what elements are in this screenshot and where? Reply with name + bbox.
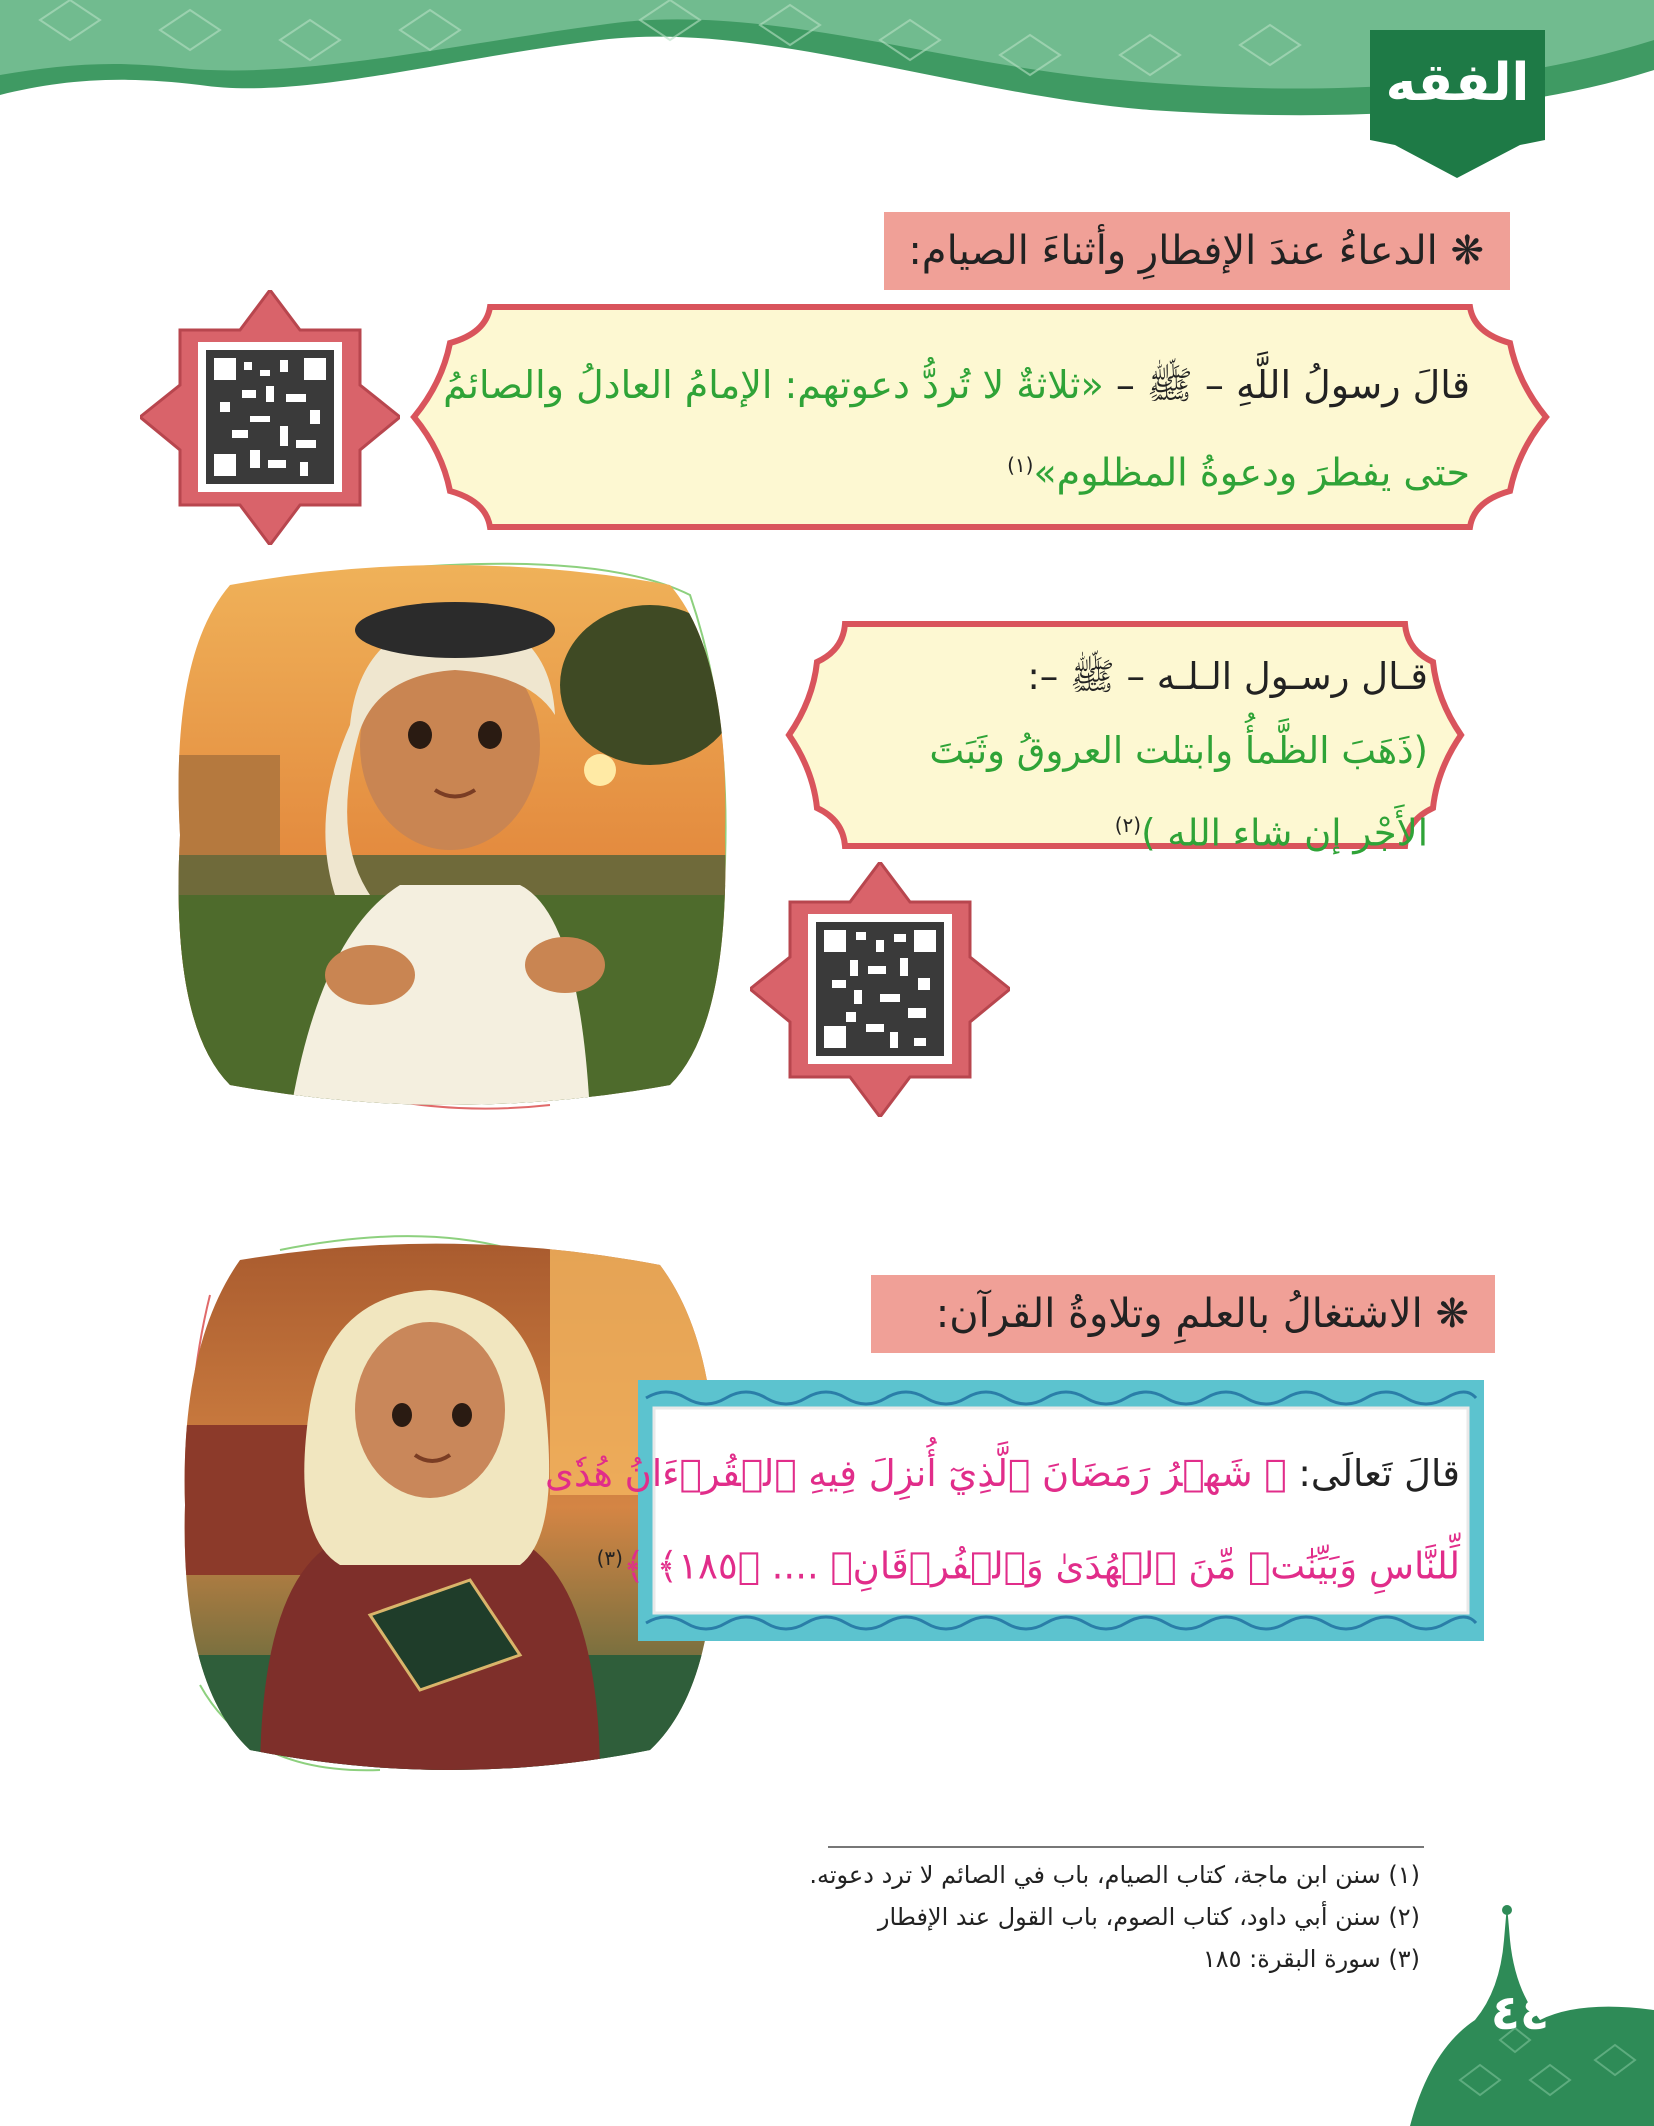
hadith-2-text <box>808 640 1428 870</box>
quran-line-2: لِّلنَّاسِ وَبَيِّنَٰتٖ مِّنَ ٱلۡهُدَىٰ وَٱلۡفُرۡقَانِۚ .... ﴿١٨٥﴾ ﴾ <box>622 1544 1460 1588</box>
quran-line-1: ﴿ شَهۡرُ رَمَضَانَ ٱلَّذِيٓ أُنزِلَ فِيهِ ٱلۡقُرۡءَانُ هُدٗى <box>545 1452 1287 1495</box>
hadith-2-line-2: الأَجْر إن شاء الله ) <box>1141 811 1428 855</box>
footnote-2: (٢) سنن أبي داود، كتاب الصوم، باب القول عند الإفطار <box>877 1903 1420 1931</box>
quran-intro: قالَ تَعالَى: <box>1286 1452 1460 1495</box>
hadith-1-quote-line-1: «ثلاثةٌ لا تُردُّ دعوتهم: الإمامُ العادلُ والصائمُ <box>443 363 1104 407</box>
hadith-2-line-1: (ذَهَبَ الظَّمأُ وابتلت العروقُ وثَبَتَ <box>929 729 1428 772</box>
quran-verse-text <box>545 1432 1460 1608</box>
hadith-1-text <box>443 345 1470 513</box>
footnote-divider <box>828 1846 1424 1848</box>
hadith-2-intro: قـال رسـول الـلـه – ﷺ –: <box>1027 655 1428 698</box>
hadith-1-quote-line-2: حتى يفطرَ ودعوةُ المظلوم» <box>1033 450 1470 495</box>
qr-code-hadith-2[interactable] <box>750 862 1010 1117</box>
footnote-ref-1[interactable]: (١) <box>1007 453 1034 477</box>
footnote-1: (١) سنن ابن ماجة، كتاب الصيام، باب في الصائم لا ترد دعوته. <box>809 1861 1420 1889</box>
subject-title: الفقه <box>1385 53 1530 113</box>
boy-praying-illustration <box>170 555 740 1115</box>
page-number: ٤٤ <box>1490 1985 1550 2041</box>
footnotes <box>740 1854 1420 1980</box>
footnote-ref-2[interactable]: (٢) <box>1114 813 1142 837</box>
footnote-3: (٣) سورة البقرة: ١٨٥ <box>1202 1945 1420 1973</box>
hadith-1-intro: قالَ رسولُ اللَّهِ – ﷺ – <box>1103 363 1470 407</box>
section-heading-quran: ❋ الاشتغالُ بالعلمِ وتلاوةُ القرآن: <box>871 1275 1495 1353</box>
section-heading-dua: ❋ الدعاءُ عندَ الإفطارِ وأثناءَ الصيام: <box>884 212 1510 290</box>
qr-code-hadith-1[interactable] <box>140 290 400 545</box>
footnote-ref-3[interactable]: (٣) <box>596 1546 623 1570</box>
